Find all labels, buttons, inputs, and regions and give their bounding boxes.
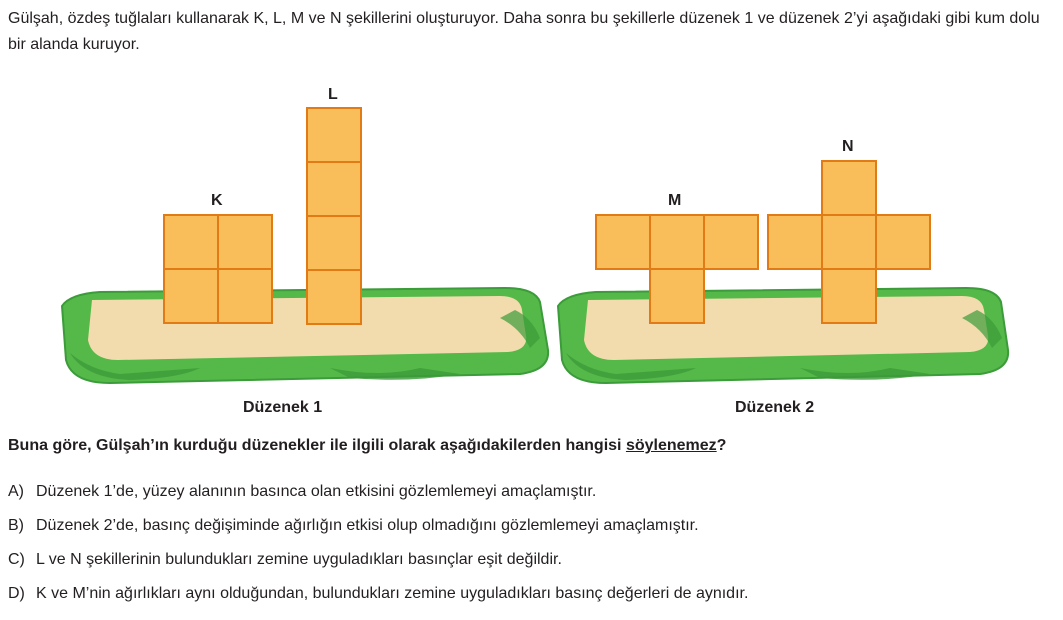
option-text: Düzenek 2’de, basınç değişiminde ağırlığın etkisi olup olmadığını gözlemlemeyi amaçlamıştır.: [36, 517, 699, 534]
sandbox-2: [558, 288, 1008, 383]
label-k: K: [211, 192, 223, 209]
label-l: L: [328, 86, 338, 103]
label-m: M: [668, 192, 682, 209]
sandbox-1: [62, 288, 548, 383]
intro-text: Gülşah, özdeş tuğlaları kullanarak K, L, M ve N şekillerini oluşturuyor. Daha sonra bu şekillerle düzenek 1 ve düzenek 2’yi aşağıdaki gibi kum dolu bir alanda kuruyor.: [8, 10, 1040, 53]
option-d[interactable]: [8, 585, 748, 603]
question-after: ?: [716, 437, 727, 454]
option-letter: D): [8, 585, 25, 602]
caption-duzenek-2: Düzenek 2: [735, 399, 815, 416]
shape-k: [164, 215, 272, 323]
experiment-illustration: [0, 78, 1063, 428]
option-letter: C): [8, 551, 25, 568]
question-underlined: söylenemez: [625, 437, 717, 454]
option-b[interactable]: [8, 517, 699, 535]
option-c[interactable]: [8, 551, 562, 569]
option-letter: B): [8, 517, 24, 534]
option-a[interactable]: [8, 483, 596, 501]
option-text: L ve N şekillerinin bulundukları zemine uyguladıkları basınçlar eşit değildir.: [36, 551, 562, 568]
question-text: [8, 437, 726, 455]
shape-l: [307, 108, 361, 324]
option-text: K ve M’nin ağırlıkları aynı olduğundan, bulundukları zemine uyguladıkları basınç değerleri de aynıdır.: [36, 585, 749, 602]
option-letter: A): [8, 483, 24, 500]
question-before: Buna göre, Gülşah’ın kurduğu düzenekler ile ilgili olarak aşağıdakilerden hangisi: [8, 437, 626, 454]
caption-duzenek-1: Düzenek 1: [243, 399, 323, 416]
label-n: N: [842, 138, 854, 155]
experiment-figure: [0, 78, 1063, 428]
option-text: Düzenek 1’de, yüzey alanının basınca olan etkisini gözlemlemeyi amaçlamıştır.: [36, 483, 597, 500]
